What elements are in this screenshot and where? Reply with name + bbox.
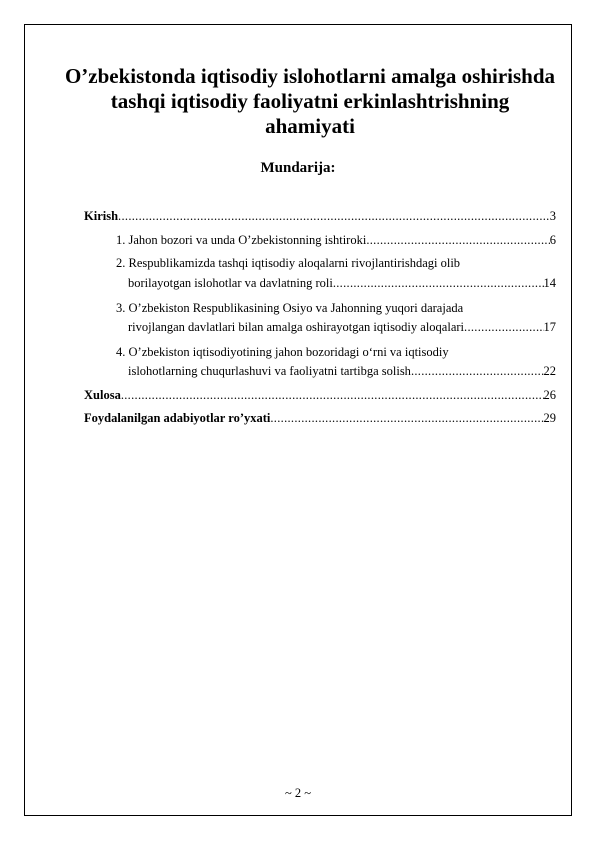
toc-leader-dots [464, 319, 543, 335]
toc-entry-page: 6 [549, 233, 556, 247]
toc-entry-label: Xulosa [84, 388, 121, 402]
toc-heading: Mundarija: [260, 160, 336, 176]
toc-entry-page: 17 [543, 320, 556, 334]
title-line-2: tashqi iqtisodiy faoliyatni erkinlashtrishning [110, 89, 510, 113]
toc-entry-intro[interactable] [84, 208, 556, 224]
title-line-3: ahamiyati [265, 114, 355, 138]
title-line-1: O’zbekistonda iqtisodiy islohotlarni amalga oshirishda [64, 64, 556, 88]
toc-entry-3[interactable] [128, 319, 556, 335]
page-number: ~ 2 ~ [284, 786, 312, 800]
document-title [40, 64, 580, 139]
toc-entry-page: 26 [543, 388, 556, 402]
toc-entry-2-line-1[interactable]: 2. Respublikamizda tashqi iqtisodiy aloqalarni rivojlantirishdagi olib [116, 256, 461, 270]
toc-entry-label: Foydalanilgan adabiyotlar ro’yxati [84, 411, 271, 425]
toc-entry-label: Kirish [84, 209, 119, 223]
toc-leader-dots [121, 387, 544, 403]
toc-entry-conclusion[interactable] [84, 387, 556, 403]
toc-entry-label: rivojlangan davlatlari bilan amalga oshirayotgan iqtisodiy aloqalari [128, 320, 465, 334]
toc-entry-label: islohotlarning chuqurlashuvi va faoliyatni tartibga solish [128, 364, 411, 378]
toc-entry-references[interactable] [84, 410, 556, 426]
toc-entry-2[interactable] [128, 275, 556, 291]
toc-leader-dots [118, 208, 550, 224]
toc-entry-label: borilayotgan islohotlar va davlatning roli [128, 276, 333, 290]
toc-entry-label: 1. Jahon bozori va unda O’zbekistonning ishtiroki [116, 233, 367, 247]
toc-entry-page: 29 [543, 411, 556, 425]
toc-entry-4[interactable] [128, 363, 556, 379]
toc-entry-page: 22 [543, 364, 556, 378]
toc-entry-4-line-1[interactable]: 4. O’zbekiston iqtisodiyotining jahon bozoridagi o‘rni va iqtisodiy [116, 345, 449, 359]
toc-leader-dots [366, 232, 549, 248]
toc-entry-3-line-1[interactable]: 3. O’zbekiston Respublikasining Osiyo va Jahonning yuqori darajada [116, 301, 464, 315]
toc-entry-page: 14 [543, 276, 556, 290]
toc-leader-dots [411, 363, 544, 379]
toc-entry-1[interactable] [116, 232, 556, 248]
toc-leader-dots [333, 275, 544, 291]
toc-leader-dots [270, 410, 543, 426]
toc-entry-page: 3 [549, 209, 556, 223]
